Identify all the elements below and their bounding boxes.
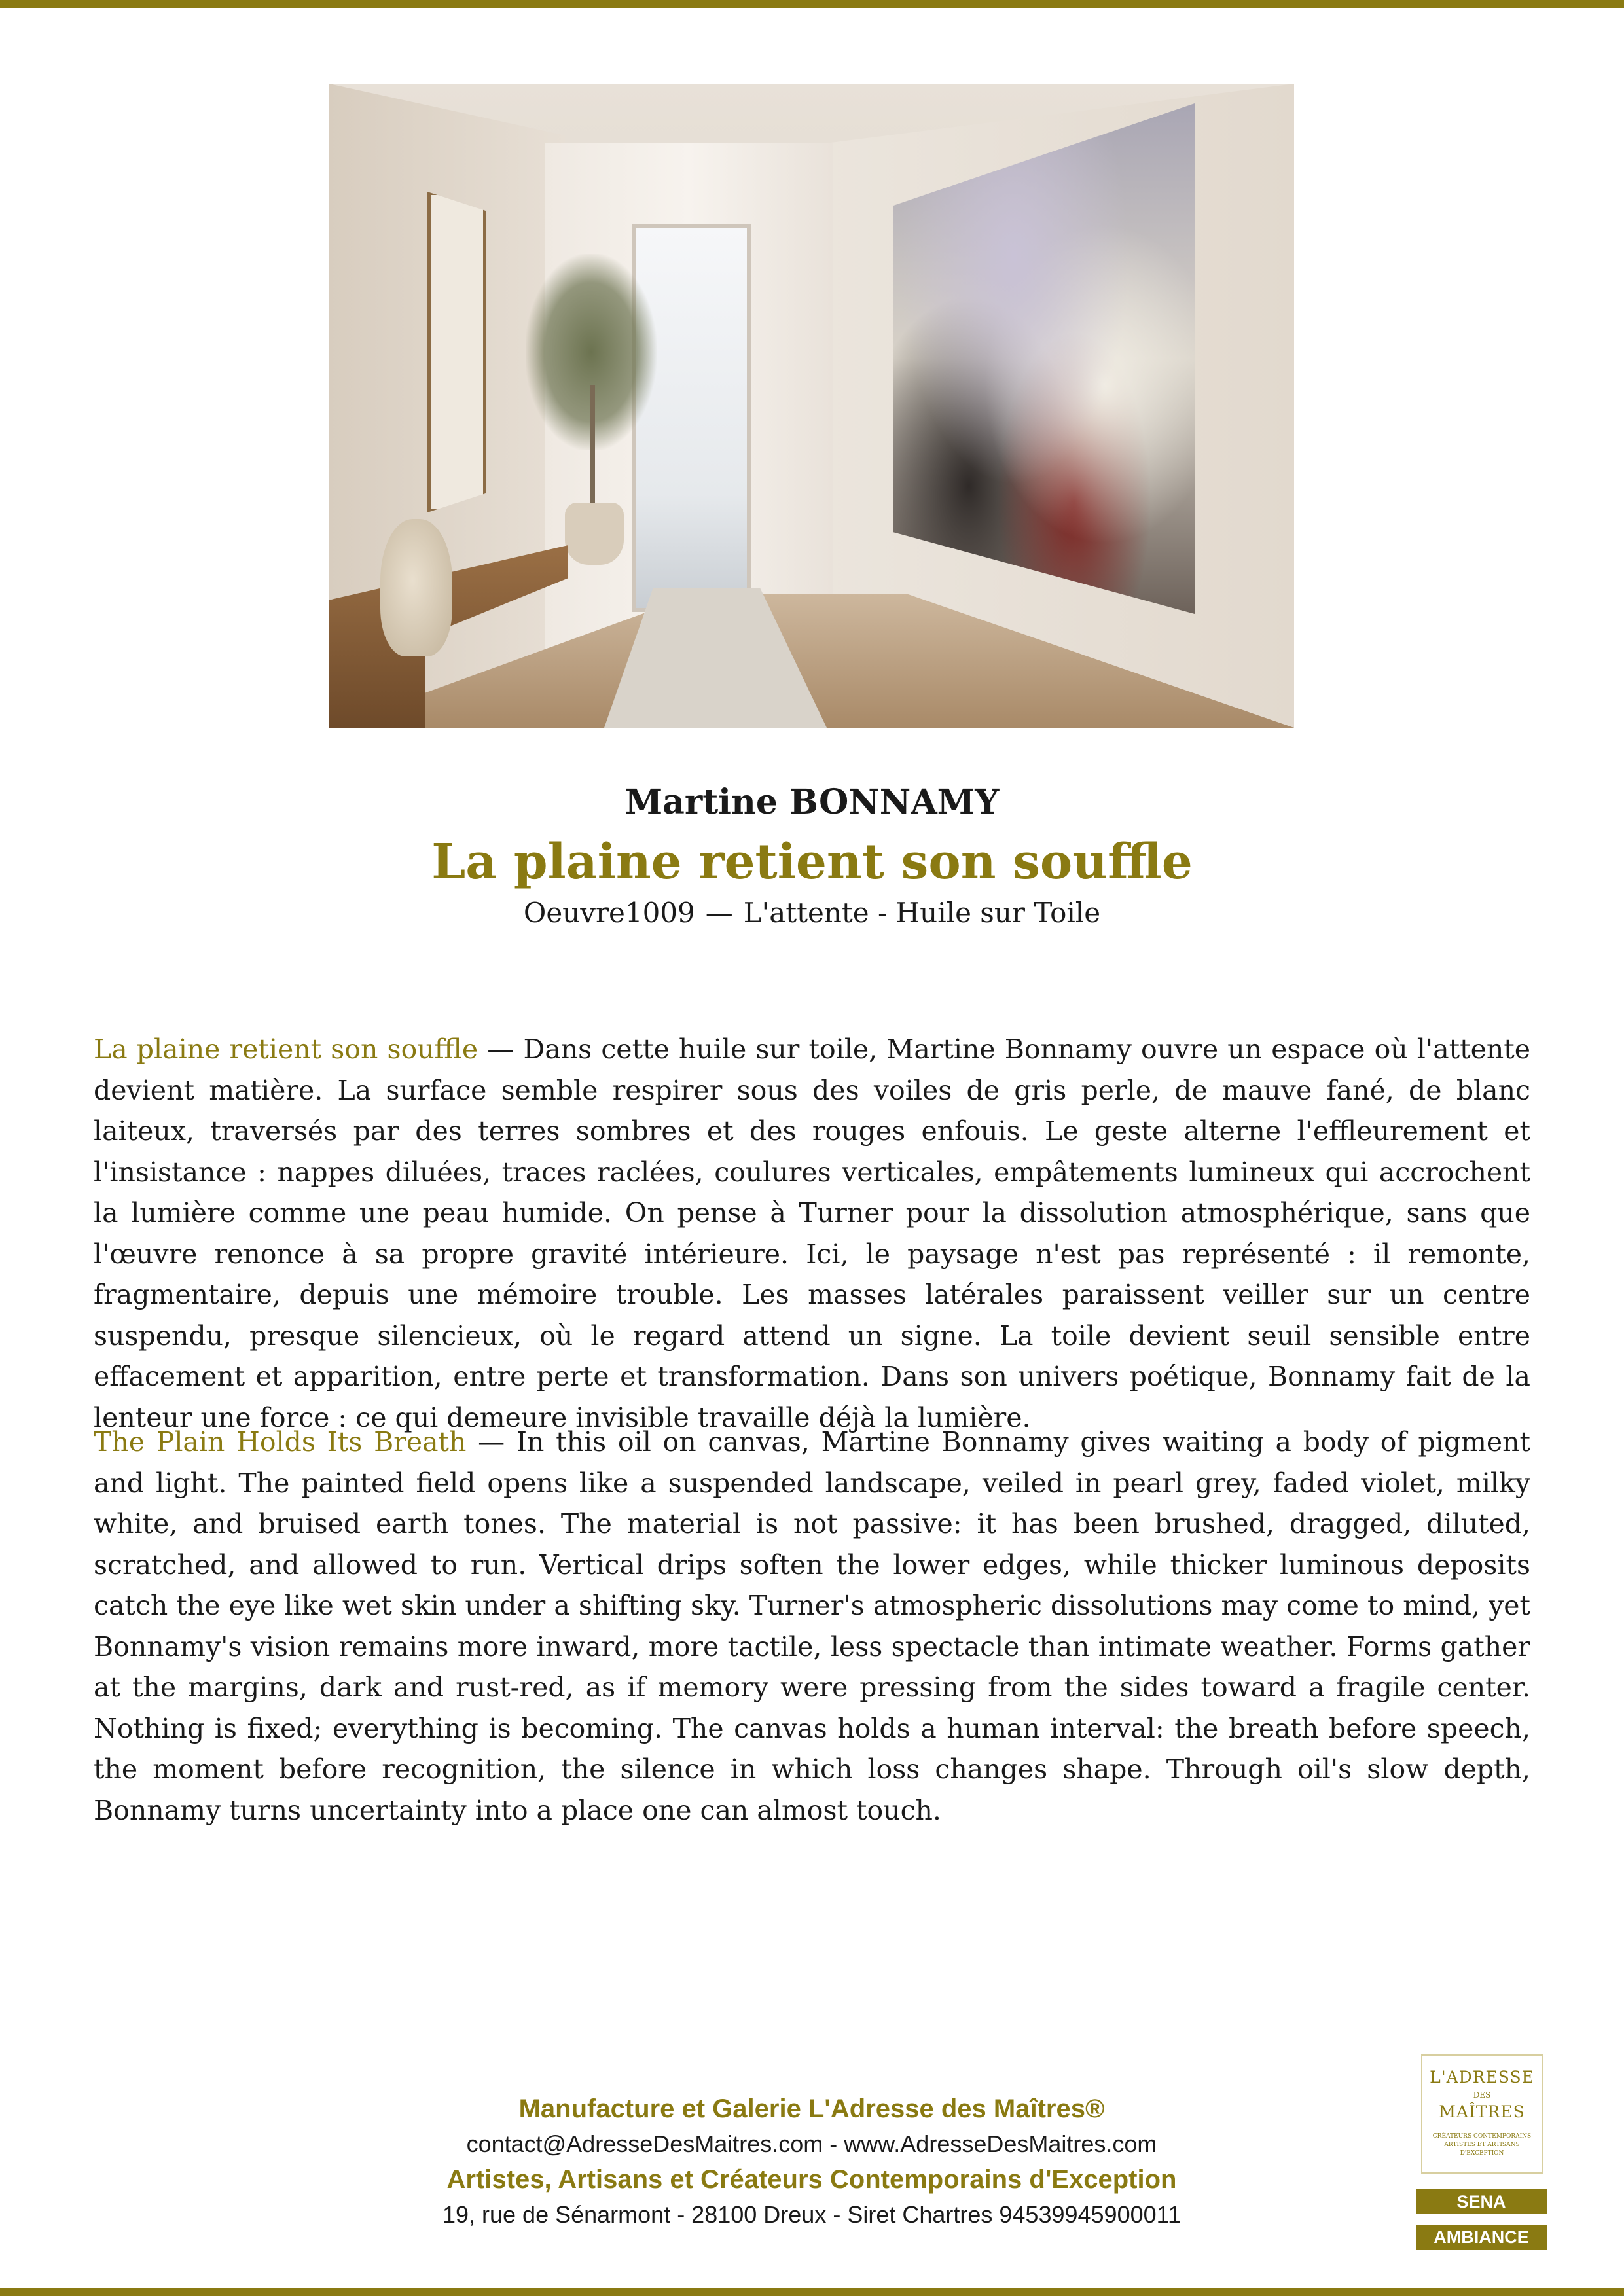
footer-contact: contact@AdresseDesMaitres.com - www.AdresseDesMaitres.com xyxy=(466,2130,1157,2157)
artist-name: Martine BONNAMY xyxy=(624,782,1000,822)
footer xyxy=(367,2091,1257,2233)
top-gold-rule xyxy=(0,0,1624,8)
description-french-lead: La plaine retient son souffle xyxy=(94,1033,478,1065)
tag-sena: SENA xyxy=(1416,2189,1547,2214)
logo-line-2: DES xyxy=(1473,2090,1491,2100)
artwork-series-medium: L'attente - Huile sur Toile xyxy=(743,897,1101,929)
subtitle-separator: — xyxy=(705,897,733,929)
small-framed-artwork xyxy=(427,192,486,512)
logo-line-3: MAÎTRES xyxy=(1439,2102,1525,2121)
gallery-logo xyxy=(1421,2054,1543,2174)
description-english xyxy=(94,1422,1530,1831)
tag-ambiance: AMBIANCE xyxy=(1416,2225,1547,2250)
logo-line-4: CRÉATEURS CONTEMPORAINS ARTISTES ET ARTISANS D'EXCEPTION xyxy=(1432,2133,1532,2157)
description-french xyxy=(94,1029,1530,1438)
footer-gallery-name: Manufacture et Galerie L'Adresse des Maîtres® xyxy=(518,2094,1105,2123)
description-english-text: — In this oil on canvas, Martine Bonnamy gives waiting a body of pigment and light. The painted field opens like a suspended landscape, veiled in pearl grey, faded violet, milky white, and bruised earth tones. The material is not passive: it has been brushed, dragged, diluted, scratched, and allowed to run. Vertical drips soften the lower edges, while thicker luminous deposits catch the eye like wet skin under a shifting sky. Turner's atmospheric dissolutions may come to mind, yet Bonnamy's vision remains more inward, more tactile, less spectacle than intimate weather. Forms gather at the margins, dark and rust-red, as if memory were pressing from the sides toward a fragile center. Nothing is fixed; everything is becoming. The canvas holds a human interval: the breath before speech, the moment before recognition, the silence in which loss changes shape. Through oil's slow depth, Bonnamy turns uncertainty into a place one can almost touch. xyxy=(94,1426,1530,1826)
description-french-text: — Dans cette huile sur toile, Martine Bonnamy ouvre un espace où l'attente devient matière. La surface semble respirer sous des voiles de gris perle, de mauve fané, de blanc laiteux, traversés par des terres sombres et des rouges enfouis. Le geste alterne l'effleurement et l'insistance : nappes diluées, traces raclées, coulures verticales, empâtements lumineux qui accrochent la lumière comme une peau humide. On pense à Turner pour la dissolution atmosphérique, sans que l'œuvre renonce à sa propre gravité intérieure. Ici, le paysage n'est pas représenté : il remonte, fragmentaire, depuis une mémoire trouble. Les masses latérales paraissent veiller sur un centre suspendu, presque silencieux, où le regard attend un signe. La toile devient seuil sensible entre effacement et apparition, entre perte et transformation. Dans son univers poétique, Bonnamy fait de la lenteur une force : ce qui demeure invisible travaille déjà la lumière. xyxy=(94,1033,1530,1433)
artwork-title: La plaine retient son souffle xyxy=(431,834,1193,890)
plant-pot xyxy=(565,503,624,565)
description-english-lead: The Plain Holds Its Breath xyxy=(94,1426,467,1458)
ceramic-vase xyxy=(380,519,452,656)
footer-address: 19, rue de Sénarmont - 28100 Dreux - Siret Chartres 94539945900011 xyxy=(442,2201,1182,2228)
logo-line-1: L'ADRESSE xyxy=(1430,2068,1534,2087)
artwork-interior-photo xyxy=(329,84,1294,728)
artwork-subtitle xyxy=(0,897,1624,929)
bottom-gold-rule xyxy=(0,2288,1624,2296)
footer-tagline: Artistes, Artisans et Créateurs Contemporains d'Exception xyxy=(446,2165,1177,2194)
artwork-reference: Oeuvre1009 xyxy=(523,897,695,929)
